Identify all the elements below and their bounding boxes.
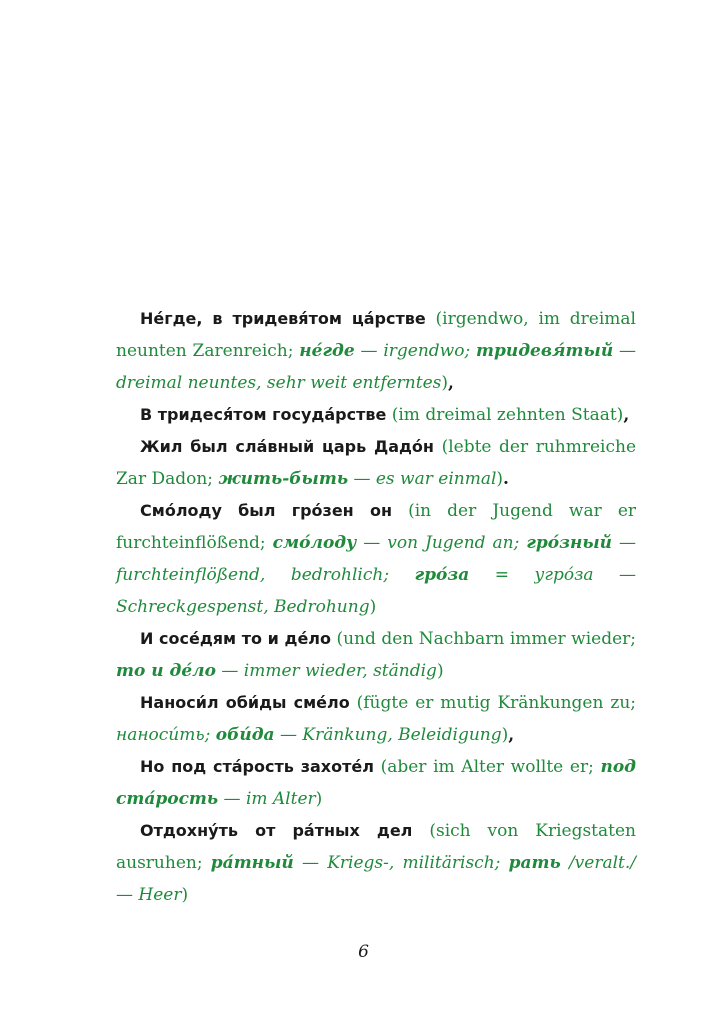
verse-line (116, 687, 636, 751)
gloss-text: — dreimal neuntes, sehr weit entferntes (116, 341, 637, 393)
glossed-word: не́где (299, 341, 355, 361)
gloss-text: — es war einmal (348, 469, 497, 489)
gloss-text: — furchteinflößend, bedrohlich; (116, 533, 637, 585)
gloss-text: = угро́за — Schreckgespenst, Bedrohung (116, 565, 636, 617)
verse-line (116, 751, 636, 815)
gloss-text: (sich von Kriegstaten ausruhen; (116, 821, 636, 873)
gloss-text: — Kränkung, Beleidigung (274, 725, 502, 745)
gloss-text: — im Alter (218, 789, 316, 809)
gloss-text: (fügte er mutig Kränkungen zu; (349, 693, 636, 713)
russian-verse: Отдохну́ть от ра́тных дел (140, 821, 413, 840)
gloss-text: (in der Jugend war er furchteinflößend; (116, 501, 636, 553)
verse-punctuation: , (623, 405, 630, 425)
glossed-word: жить-быть (218, 469, 349, 489)
glossed-word: то и де́ло (116, 661, 216, 681)
gloss-text: — immer wieder, ständig (215, 661, 437, 681)
gloss-text: (aber im Alter wollte er; (373, 757, 601, 777)
russian-verse: И сосе́дям то и де́ло (140, 629, 332, 648)
glossed-word: гро́за (414, 565, 470, 585)
gloss-text: /veralt./ — Heer (116, 853, 636, 905)
russian-verse: Жил был сла́вный царь Дадо́н (140, 437, 434, 456)
gloss-text: (lebte der ruhmreiche Zar Dadon; (116, 437, 637, 489)
gloss-text: ) (496, 469, 504, 489)
glossed-word: рать (508, 853, 561, 873)
russian-verse: Смо́лоду был гро́зен он (140, 501, 393, 520)
verse-line (116, 623, 636, 687)
verse-punctuation: , (508, 725, 515, 745)
gloss-text: (und den Nachbarn immer wieder; (331, 629, 637, 649)
gloss-text: ) (369, 597, 377, 617)
gloss-text: (im dreimal zehnten Staat) (386, 405, 624, 425)
glossed-word: оби́да (215, 725, 275, 745)
verse-line (116, 495, 636, 623)
poem-text-block (116, 303, 636, 911)
page-number: 6 (358, 942, 369, 962)
russian-verse: В тридеся́том госуда́рстве (140, 405, 387, 424)
gloss-text: — Kriegs-, militärisch; (293, 853, 509, 873)
gloss-text: ) (181, 885, 189, 905)
glossed-word: под ста́рость (116, 757, 636, 809)
glossed-word: гро́зный (526, 533, 613, 553)
verse-line (116, 431, 636, 495)
gloss-text: ) (441, 373, 449, 393)
verse-line (116, 815, 636, 911)
glossed-word: ра́тный (210, 853, 294, 873)
verse-punctuation: . (503, 469, 509, 489)
russian-verse: Наноси́л оби́ды сме́ло (140, 693, 350, 712)
russian-verse: Но под ста́рость захоте́л (140, 757, 374, 776)
gloss-text: — irgendwo; (354, 341, 476, 361)
russian-verse: Не́где, в тридевя́том ца́рстве (140, 309, 426, 328)
verse-line (116, 399, 636, 431)
verse-punctuation: , (448, 373, 454, 393)
gloss-text: наноси́ть; (116, 725, 216, 745)
gloss-text: (irgendwo, im dreimal neunten Zarenreich; (116, 309, 636, 361)
glossed-word: тридевя́тый (475, 341, 614, 361)
gloss-text: ) (501, 725, 509, 745)
gloss-text: — von Jugend an; (356, 533, 527, 553)
gloss-text: ) (315, 789, 323, 809)
glossed-word: смо́лоду (272, 533, 357, 553)
gloss-text: ) (436, 661, 444, 681)
verse-line (116, 303, 636, 399)
